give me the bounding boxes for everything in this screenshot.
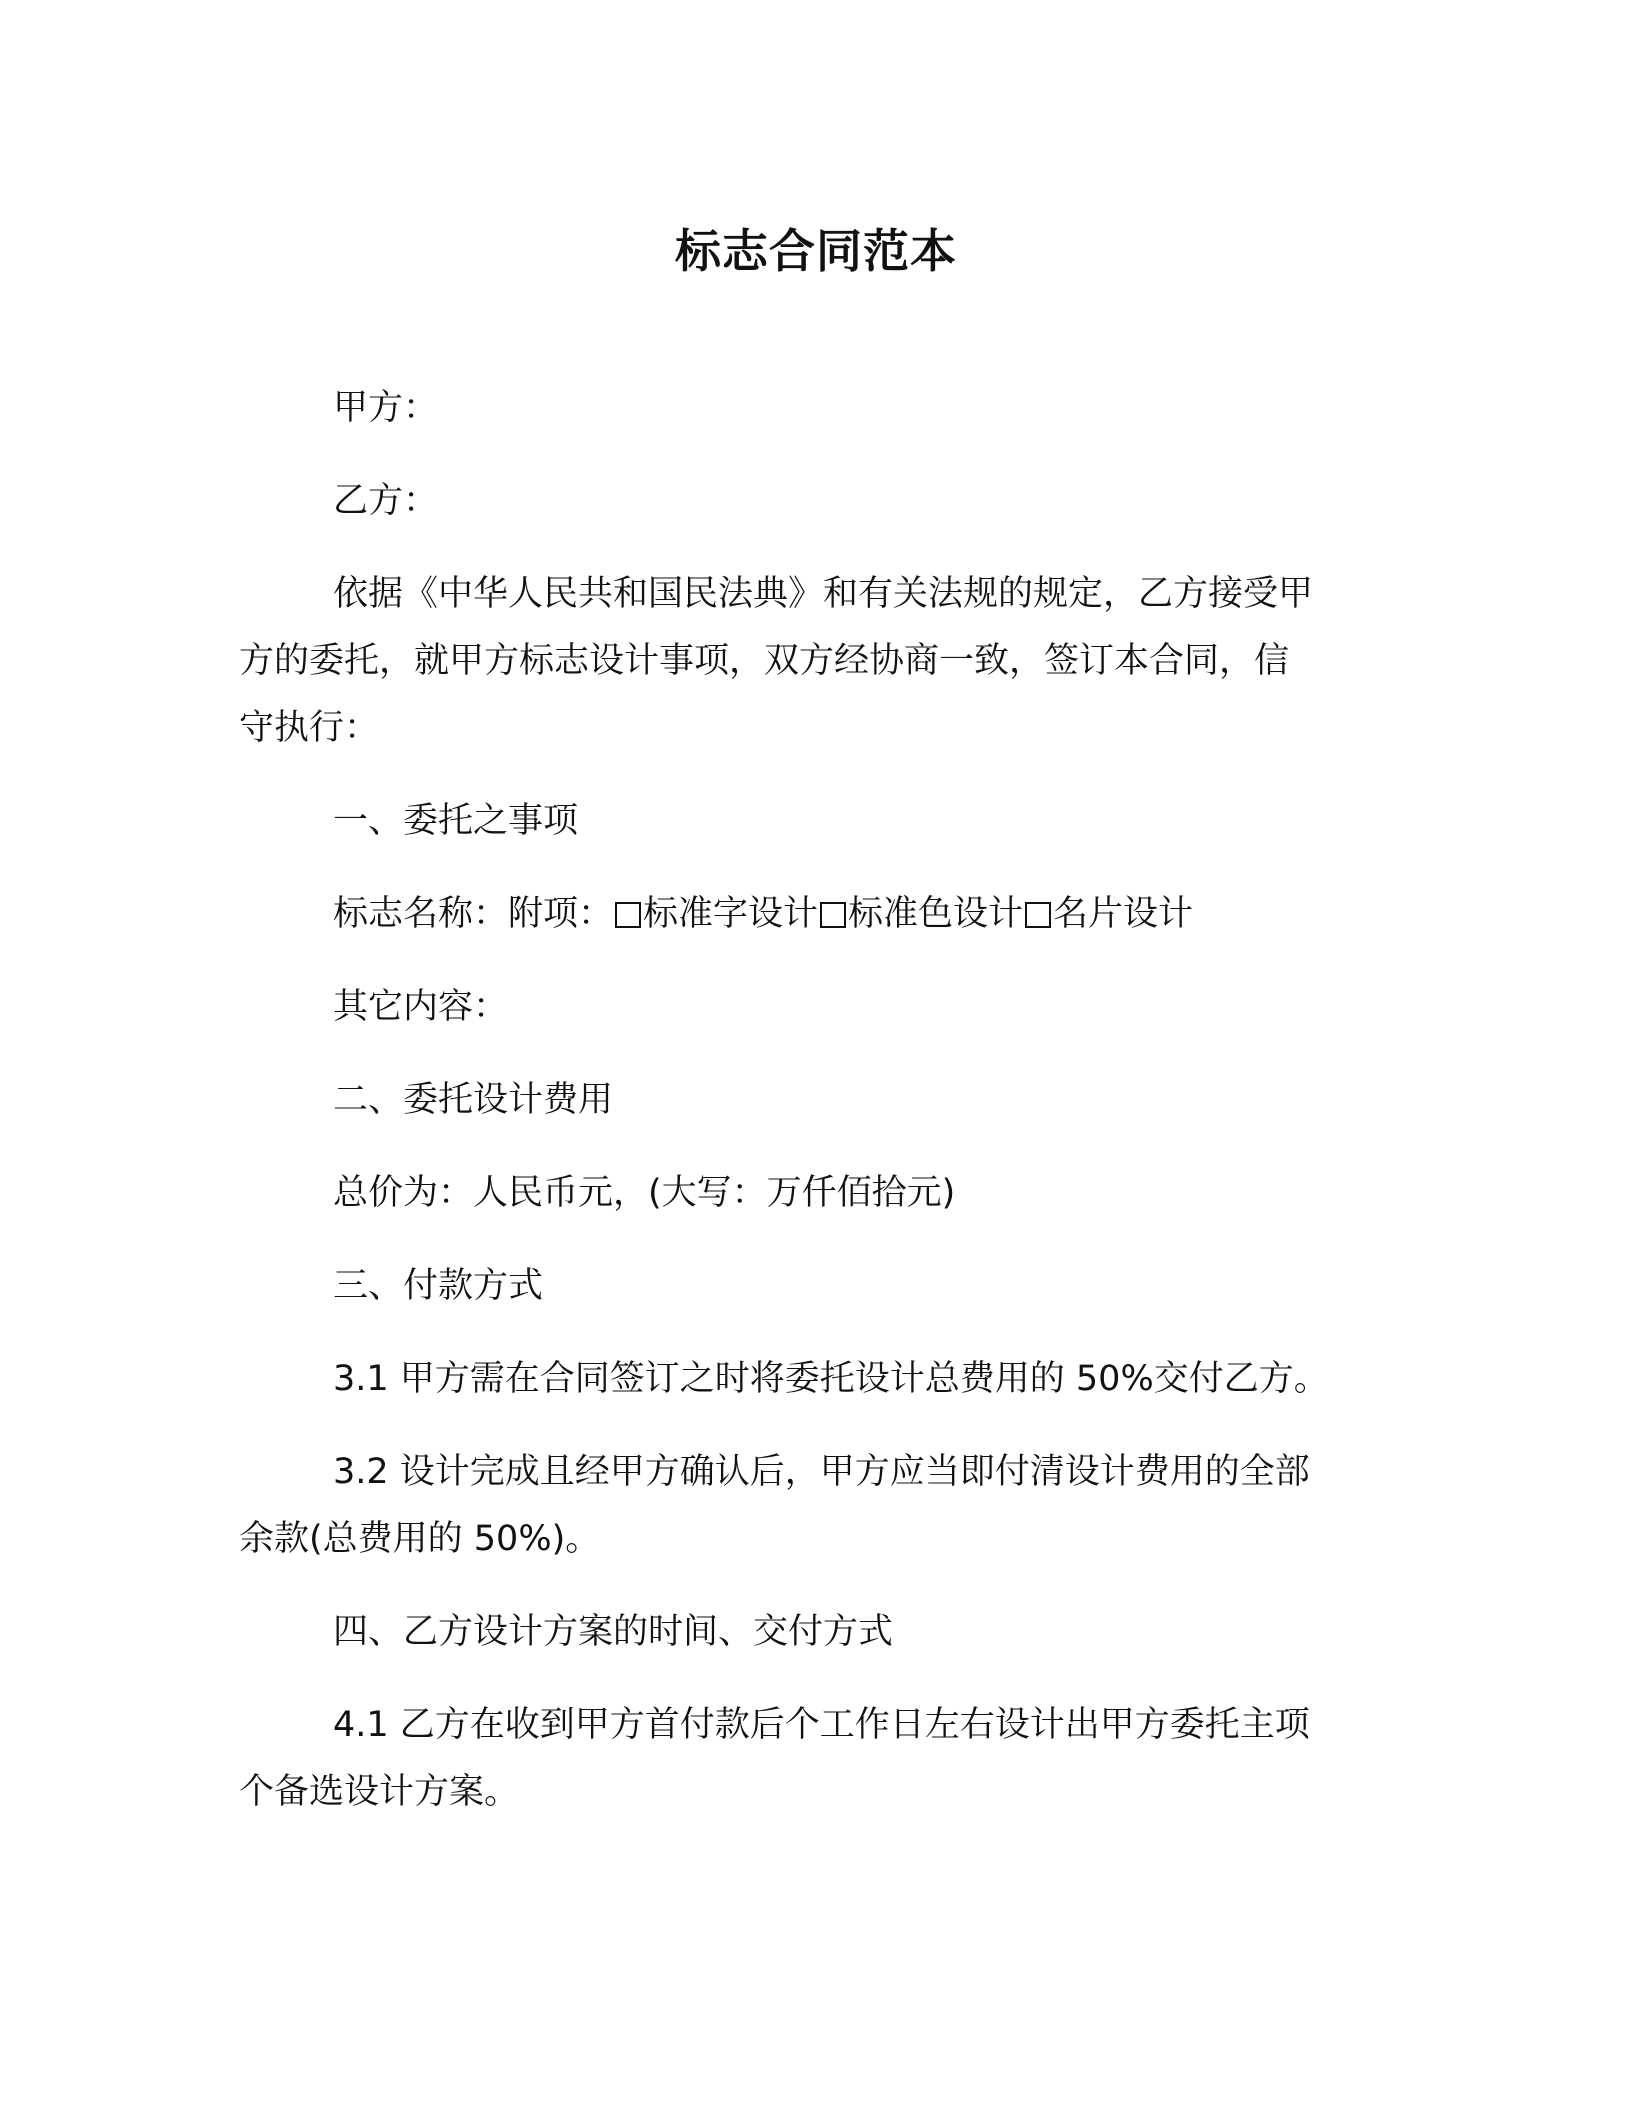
checkbox-business-card[interactable] [1025, 902, 1051, 928]
section-1-heading: 一、委托之事项 [333, 801, 579, 841]
party-b-label: 乙方： [333, 481, 439, 521]
other-content-label: 其它内容： [333, 987, 509, 1027]
section-3-heading: 三、付款方式 [333, 1266, 544, 1306]
section-2-heading: 二、委托设计费用 [333, 1080, 614, 1120]
intro-line-3: 守执行： [239, 708, 380, 748]
logo-name-prefix: 标志名称：附项： [333, 894, 614, 934]
section-4-heading: 四、乙方设计方案的时间、交付方式 [333, 1612, 894, 1652]
option-standard-color: 标准色设计 [848, 894, 1024, 934]
intro-line-2: 方的委托，就甲方标志设计事项，双方经协商一致，签订本合同，信 [239, 641, 1290, 681]
option-business-card: 名片设计 [1053, 894, 1194, 934]
clause-3-2-line-2: 余款(总费用的 50%)。 [239, 1519, 601, 1559]
checkbox-standard-color[interactable] [820, 902, 846, 928]
clause-4-1-line-1: 4.1 乙方在收到甲方首付款后个工作日左右设计出甲方委托主项 [333, 1705, 1310, 1745]
logo-name-line [333, 881, 1193, 947]
total-price-line: 总价为：人民币元，(大写：万仟佰拾元) [333, 1173, 956, 1213]
intro-line-1: 依据《中华人民共和国民法典》和有关法规的规定，乙方接受甲 [333, 574, 1314, 614]
party-a-label: 甲方： [333, 388, 439, 428]
clause-3-1: 3.1 甲方需在合同签订之时将委托设计总费用的 50%交付乙方。 [333, 1359, 1329, 1399]
clause-3-2-line-1: 3.2 设计完成且经甲方确认后，甲方应当即付清设计费用的全部 [333, 1452, 1310, 1492]
document-title: 标志合同范本 [675, 224, 957, 278]
option-standard-font: 标准字设计 [643, 894, 819, 934]
clause-4-1-line-2: 个备选设计方案。 [239, 1772, 520, 1812]
checkbox-standard-font[interactable] [615, 902, 641, 928]
